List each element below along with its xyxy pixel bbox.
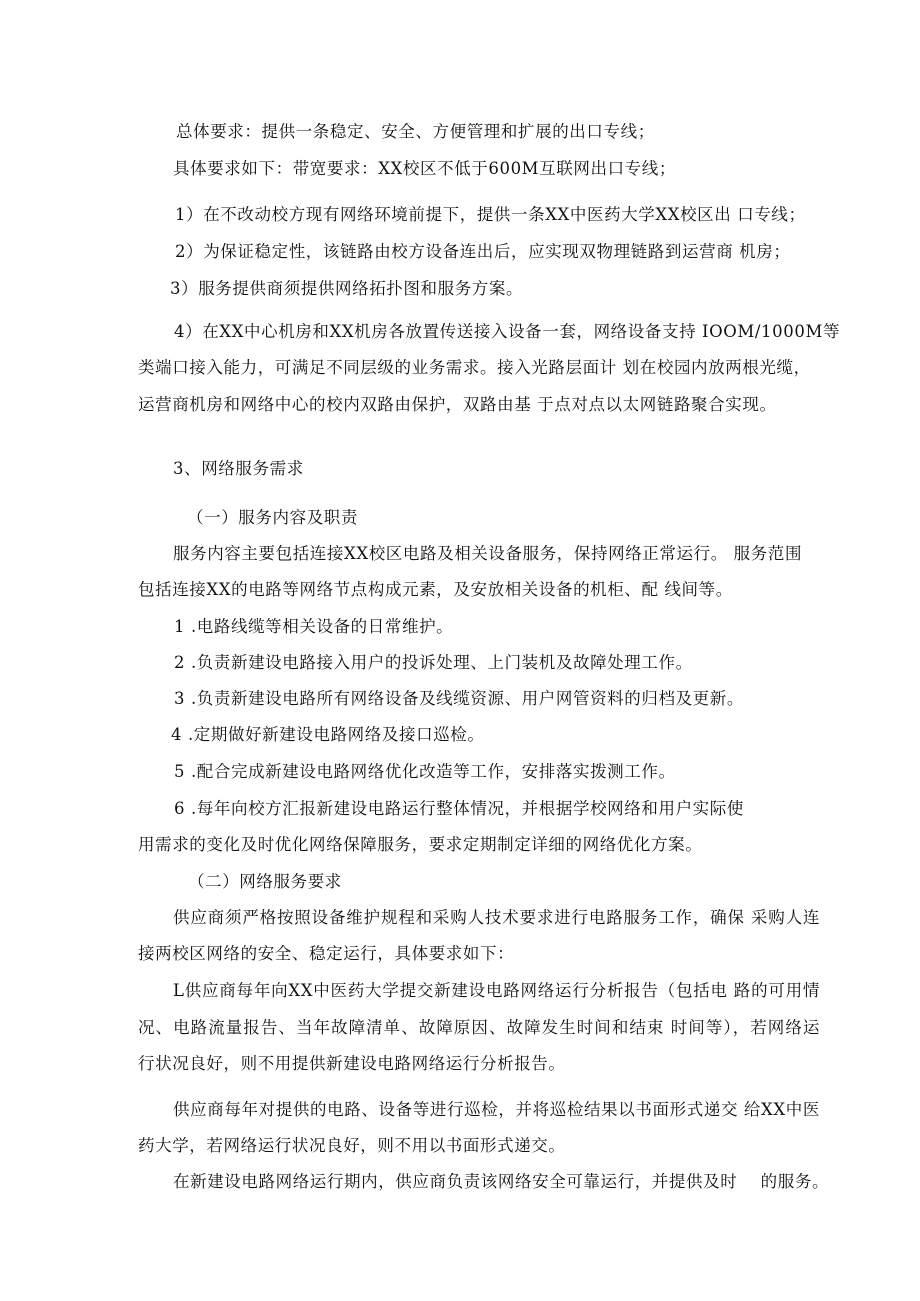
subsection-2-heading: （二）网络服务要求: [188, 872, 342, 891]
network-para-2-line-1: 供应商每年对提供的电路、设备等进行巡检，并将巡检结果以书面形式递交 给XX中医: [173, 1100, 820, 1119]
duty-item-2: 2 .负责新建设电路接入用户的投诉处理、上门装机及故障处理工作。: [174, 653, 693, 672]
network-para-1-line-1: L供应商每年向XX中医药大学提交新建设电路网络运行分析报告（包括电 路的可用情: [173, 981, 820, 1000]
network-para-1-line-3: 行状况良好，则不用提供新建设电路网络运行分析报告。: [138, 1054, 566, 1073]
requirement-item-4-line-2: 类端口接入能力，可满足不同层级的业务需求。接入光路层面计 划在校园内放两根光缆，: [138, 358, 811, 377]
requirement-item-2: 2）为保证稳定性，该链路由校方设备连出后，应实现双物理链路到运营商 机房；: [175, 242, 791, 261]
duty-item-6-line-1: 6 .每年向校方汇报新建设电路运行整体情况，并根据学校网络和用户实际使: [174, 799, 744, 818]
duty-item-4: 4 .定期做好新建设电路网络及接口巡检。: [171, 725, 485, 744]
subsection-1-heading: （一）服务内容及职责: [187, 508, 358, 527]
network-intro-line-2: 接两校区网络的安全、稳定运行，具体要求如下：: [138, 944, 515, 963]
service-intro-line-1: 服务内容主要包括连接XX校区电路及相关设备服务，保持网络正常运行。 服务范围: [173, 544, 803, 563]
network-para-1-line-2: 况、电路流量报告、当年故障清单、故障原因、故障发生时间和结束 时间等），若网络运: [138, 1018, 820, 1037]
requirement-item-3: 3）服务提供商须提供网络拓扑图和服务方案。: [170, 279, 524, 298]
requirement-item-4-line-1: 4）在XX中心机房和XX机房各放置传送接入设备一套，网络设备支持 IOOM/1000M等: [174, 322, 841, 341]
service-intro-line-2: 包括连接XX的电路等网络节点构成元素，及安放相关设备的机柜、配 线间等。: [138, 580, 733, 599]
section-3-heading: 3、网络服务需求: [173, 459, 304, 478]
duty-item-1: 1 .电路线缆等相关设备的日常维护。: [174, 617, 454, 636]
network-para-2-line-2: 药大学，若网络运行状况良好，则不用以书面形式递交。: [138, 1136, 566, 1155]
network-intro-line-1: 供应商须严格按照设备维护规程和采购人技术要求进行电路服务工作，确保 采购人连: [173, 908, 820, 927]
duty-item-5: 5 .配合完成新建设电路网络优化改造等工作，安排落实拨测工作。: [174, 762, 676, 781]
network-para-3: 在新建设电路网络运行期内，供应商负责该网络安全可靠运行，并提供及时 的服务。: [173, 1172, 830, 1191]
specific-requirement: 具体要求如下：带宽要求：XX校区不低于600M互联网出口专线；: [173, 159, 676, 178]
duty-item-3: 3 .负责新建设电路所有网络设备及线缆资源、用户网管资料的归档及更新。: [174, 689, 744, 708]
duty-item-6-line-2: 用需求的变化及时优化网络保障服务，要求定期制定详细的网络优化方案。: [138, 835, 703, 854]
general-requirement: 总体要求：提供一条稳定、安全、方便管理和扩展的出口专线；: [176, 122, 655, 141]
requirement-item-4-line-3: 运营商机房和网络中心的校内双路由保护，双路由基 于点对点以太网链路聚合实现。: [138, 395, 777, 414]
requirement-item-1: 1）在不改动校方现有网络环境前提下，提供一条XX中医药大学XX校区出 口专线；: [175, 205, 806, 224]
